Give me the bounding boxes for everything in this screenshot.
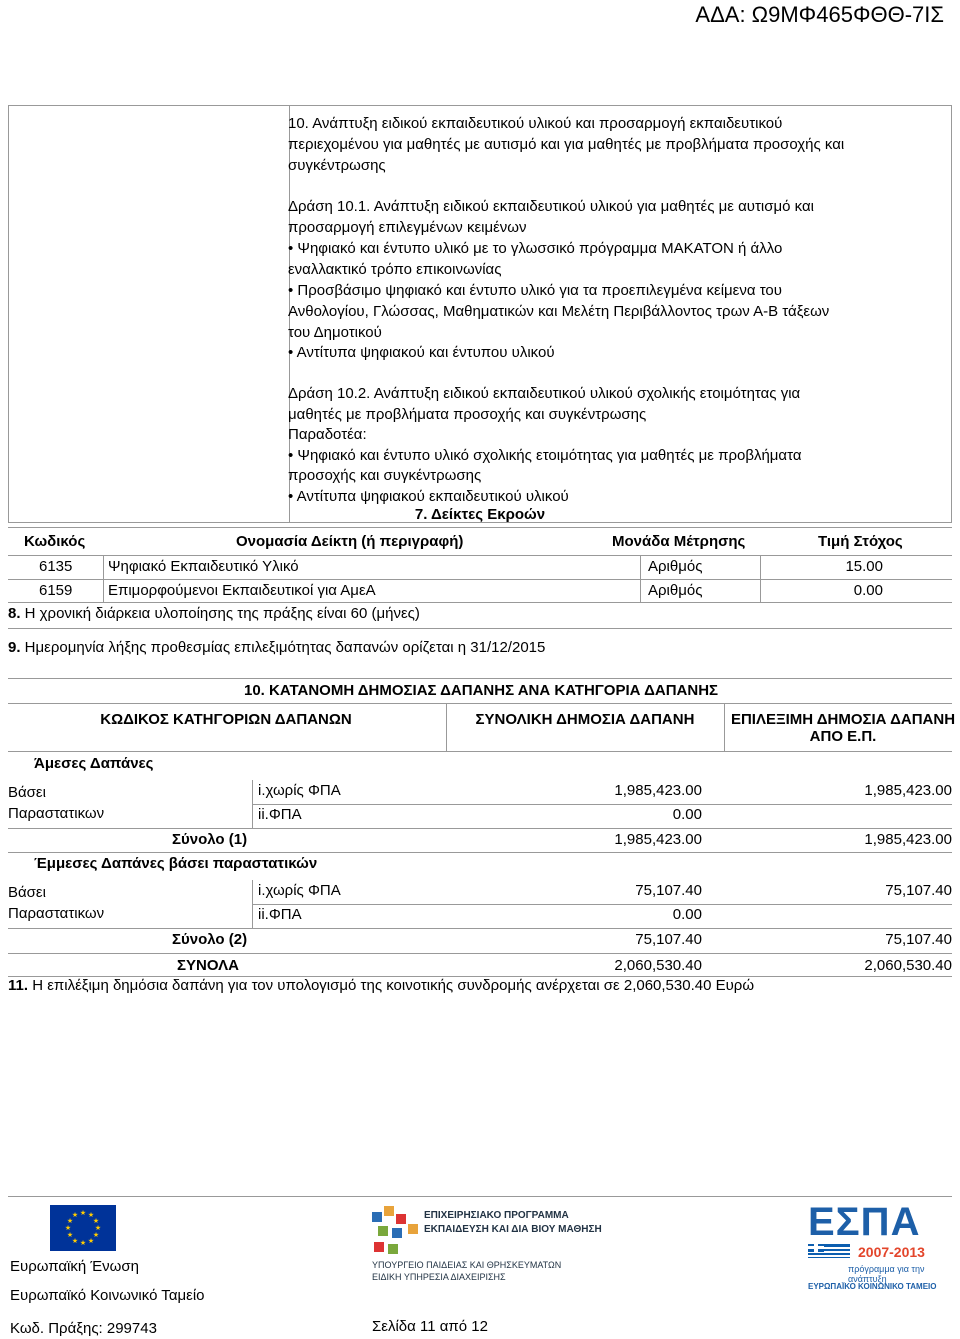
no-vat-label: i.χωρίς ΦΠΑ (258, 782, 341, 799)
indicator-unit: Αριθμός (648, 558, 703, 575)
svg-text:★: ★ (87, 1211, 95, 1219)
col-header-target: Τιμή Στόχος (818, 533, 903, 550)
item-number: 9. (8, 639, 21, 656)
indicator-name: Ψηφιακό Εκπαιδευτικό Υλικό (108, 558, 299, 575)
text-line: • Ψηφιακό και έντυπο υλικό με το γλωσσικό πρόγραμμα ΜΑΚΑΤΟΝ ή άλλο (288, 240, 783, 257)
program-logo-line1: ΕΠΙΧΕΙΡΗΣΙΑΚΟ ΠΡΟΓΡΑΜΜΑ (424, 1210, 569, 1221)
svg-text:★: ★ (71, 1237, 79, 1245)
text-line: • Αντίτυπα ψηφιακού εκπαιδευτικού υλικού (288, 488, 569, 505)
direct-no-vat-total: 1,985,423.00 (614, 782, 702, 799)
ada-code: ΑΔΑ: Ω9ΜΦ465ΦΘΘ-7ΙΣ (695, 2, 944, 27)
espa-title: ΕΣΠΑ (808, 1200, 921, 1244)
svg-text:★: ★ (94, 1224, 102, 1232)
direct-no-vat-eligible: 1,985,423.00 (864, 782, 952, 799)
col-category-code: ΚΩΔΙΚΟΣ ΚΑΤΗΓΟΡΙΩΝ ΔΑΠΑΝΩΝ (100, 711, 352, 728)
indirect-no-vat-eligible: 75,107.40 (885, 882, 952, 899)
no-vat-label: i.χωρίς ΦΠΑ (258, 882, 341, 899)
basis-label (8, 882, 104, 924)
svg-text:★: ★ (71, 1211, 79, 1219)
sum1-total: 1,985,423.00 (614, 831, 702, 848)
espa-logo (808, 1200, 958, 1296)
svg-text:★: ★ (64, 1224, 72, 1232)
basis-line2: Παραστατικων (8, 905, 105, 922)
page-number: Σελίδα 11 από 12 (372, 1318, 488, 1335)
col-header-code: Κωδικός (24, 533, 86, 550)
direct-vat-total: 0.00 (672, 806, 702, 823)
allocation-title: 10. ΚΑΤΑΝΟΜΗ ΔΗΜΟΣΙΑΣ ΔΑΠΑΝΗΣ ΑΝΑ ΚΑΤΗΓΟΡΙΑ ΔΑΠΑΝΗΣ (244, 682, 719, 699)
text-line: προσαρμογή επιλεγμένων κειμένων (288, 219, 527, 236)
duration-statement (8, 605, 420, 622)
text-line: • Αντίτυπα ψηφιακού και έντυπου υλικού (288, 344, 555, 361)
basis-label (8, 782, 104, 824)
item-text: Η χρονική διάρκεια υλοποίησης της πράξης είναι 60 (μήνες) (20, 605, 420, 622)
deadline-statement (8, 639, 545, 656)
text-line: μαθητές με προβλήματα προσοχής και συγκέντρωσης (288, 406, 647, 423)
sum2-eligible: 75,107.40 (885, 931, 952, 948)
project-code: Κωδ. Πράξης: 299743 (10, 1320, 157, 1337)
indirect-no-vat-total: 75,107.40 (635, 882, 702, 899)
vat-label: ii.ΦΠΑ (258, 906, 302, 923)
col-header-name: Ονομασία Δείκτη (ή περιγραφή) (236, 533, 464, 550)
indicator-unit: Αριθμός (648, 582, 703, 599)
text-line: Δράση 10.2. Ανάπτυξη ειδικού εκπαιδευτικού υλικού σχολικής ετοιμότητας για (288, 385, 801, 402)
item-number: 8. (8, 605, 21, 622)
espa-sub: πρόγραμμα για την ανάπτυξη (848, 1264, 925, 1284)
svg-text:★: ★ (92, 1217, 100, 1225)
item-text: Η επιλέξιμη δημόσια δαπάνη για τον υπολογισμό της κοινοτικής συνδρομής ανέρχεται σε 2,060,530.40 Ευρώ (28, 977, 755, 994)
indicators-title: 7. Δείκτες Εκροών (414, 506, 546, 523)
text-line: Παραδοτέα: (288, 426, 367, 443)
text-line: • Προσβάσιμο ψηφιακό και έντυπο υλικό για τα προεπιλεγμένα κείμενα του (288, 282, 782, 299)
sum2-label: Σύνολο (2) (172, 931, 248, 948)
text-line: 10. Ανάπτυξη ειδικού εκπαιδευτικού υλικού και προσαρμογή εκπαιδευτικού (288, 115, 783, 132)
greek-flag-icon (808, 1244, 850, 1258)
svg-text:★: ★ (66, 1217, 74, 1225)
col-eligible-public (730, 711, 956, 745)
col-eligible-line1: ΕΠΙΛΕΞΙΜΗ ΔΗΜΟΣΙΑ ΔΑΠΑΝΗ (730, 711, 956, 728)
program-logo (372, 1202, 612, 1294)
eu-union-label: Ευρωπαϊκή Ένωση (10, 1258, 139, 1275)
text-line: Δράση 10.1. Ανάπτυξη ειδικού εκπαιδευτικού υλικού για μαθητές με αυτισμό και (288, 198, 814, 215)
eu-fund-label: Ευρωπαϊκό Κοινωνικό Ταμείο (10, 1287, 205, 1304)
basis-line2: Παραστατικων (8, 805, 105, 822)
basis-line1: Βάσει (8, 884, 46, 901)
svg-text:★: ★ (79, 1239, 87, 1247)
sum2-total: 75,107.40 (635, 931, 702, 948)
sum1-label: Σύνολο (1) (172, 831, 248, 848)
espa-fund: ΕΥΡΩΠΑΪΚΟ ΚΟΙΝΩΝΙΚΟ ΤΑΜΕΙΟ (808, 1282, 937, 1291)
text-line: του Δημοτικού (288, 324, 382, 341)
program-logo-line4: ΕΙΔΙΚΗ ΥΠΗΡΕΣΙΑ ΔΙΑΧΕΙΡΙΣΗΣ (372, 1272, 506, 1282)
text-line: Ανθολογίου, Γλώσσας, Μαθηματικών και Μελέτη Περιβάλλοντος τρων Α-Β τάξεων (288, 303, 830, 320)
grand-eligible: 2,060,530.40 (864, 957, 952, 974)
col-total-public: ΣΥΝΟΛΙΚΗ ΔΗΜΟΣΙΑ ΔΑΠΑΝΗ (475, 711, 695, 728)
vat-label: ii.ΦΠΑ (258, 806, 302, 823)
indicator-code: 6159 (39, 582, 73, 599)
eligible-expenditure-statement (8, 977, 754, 994)
indicator-code: 6135 (39, 558, 73, 575)
program-logo-line2: ΕΚΠΑΙΔΕΥΣΗ ΚΑΙ ΔΙΑ ΒΙΟΥ ΜΑΘΗΣΗ (424, 1224, 602, 1235)
direct-costs-title: Άμεσες Δαπάνες (34, 755, 154, 772)
indicator-target: 15.00 (845, 558, 883, 575)
col-header-unit: Μονάδα Μέτρησης (612, 533, 746, 550)
indicator-name: Επιμορφούμενοι Εκπαιδευτικοί για ΑμεΑ (108, 582, 376, 599)
basis-line1: Βάσει (8, 784, 46, 801)
item-number: 11. (8, 977, 29, 994)
grand-total-label: ΣΥΝΟΛΑ (177, 957, 239, 974)
program-logo-line3: ΥΠΟΥΡΓΕΙΟ ΠΑΙΔΕΙΑΣ ΚΑΙ ΘΡΗΣΚΕΥΜΑΤΩΝ (372, 1260, 562, 1270)
text-line: συγκέντρωσης (288, 157, 386, 174)
indirect-vat-total: 0.00 (672, 906, 702, 923)
text-line: εναλλακτικό τρόπο επικοινωνίας (288, 261, 502, 278)
text-line: • Ψηφιακό και έντυπο υλικό σχολικής ετοιμότητας για μαθητές με προβλήματα (288, 447, 802, 464)
indirect-costs-title: Έμμεσες Δαπάνες βάσει παραστατικών (34, 855, 318, 872)
espa-years: 2007-2013 (858, 1244, 925, 1260)
svg-text:★: ★ (66, 1231, 74, 1239)
text-line: περιεχομένου για μαθητές με αυτισμό και για μαθητές με προβλήματα προσοχής και (288, 136, 845, 153)
svg-text:★: ★ (87, 1237, 95, 1245)
indicator-target: 0.00 (853, 582, 883, 599)
col-eligible-line2: ΑΠΟ Ε.Π. (809, 728, 877, 745)
grand-total: 2,060,530.40 (614, 957, 702, 974)
item-text: Ημερομηνία λήξης προθεσμίας επιλεξιμότητας δαπανών ορίζεται η 31/12/2015 (20, 639, 546, 656)
text-line: προσοχής και συγκέντρωσης (288, 467, 482, 484)
sum1-eligible: 1,985,423.00 (864, 831, 952, 848)
eu-flag-logo (50, 1205, 116, 1255)
svg-text:★: ★ (79, 1209, 87, 1217)
svg-text:★: ★ (92, 1231, 100, 1239)
